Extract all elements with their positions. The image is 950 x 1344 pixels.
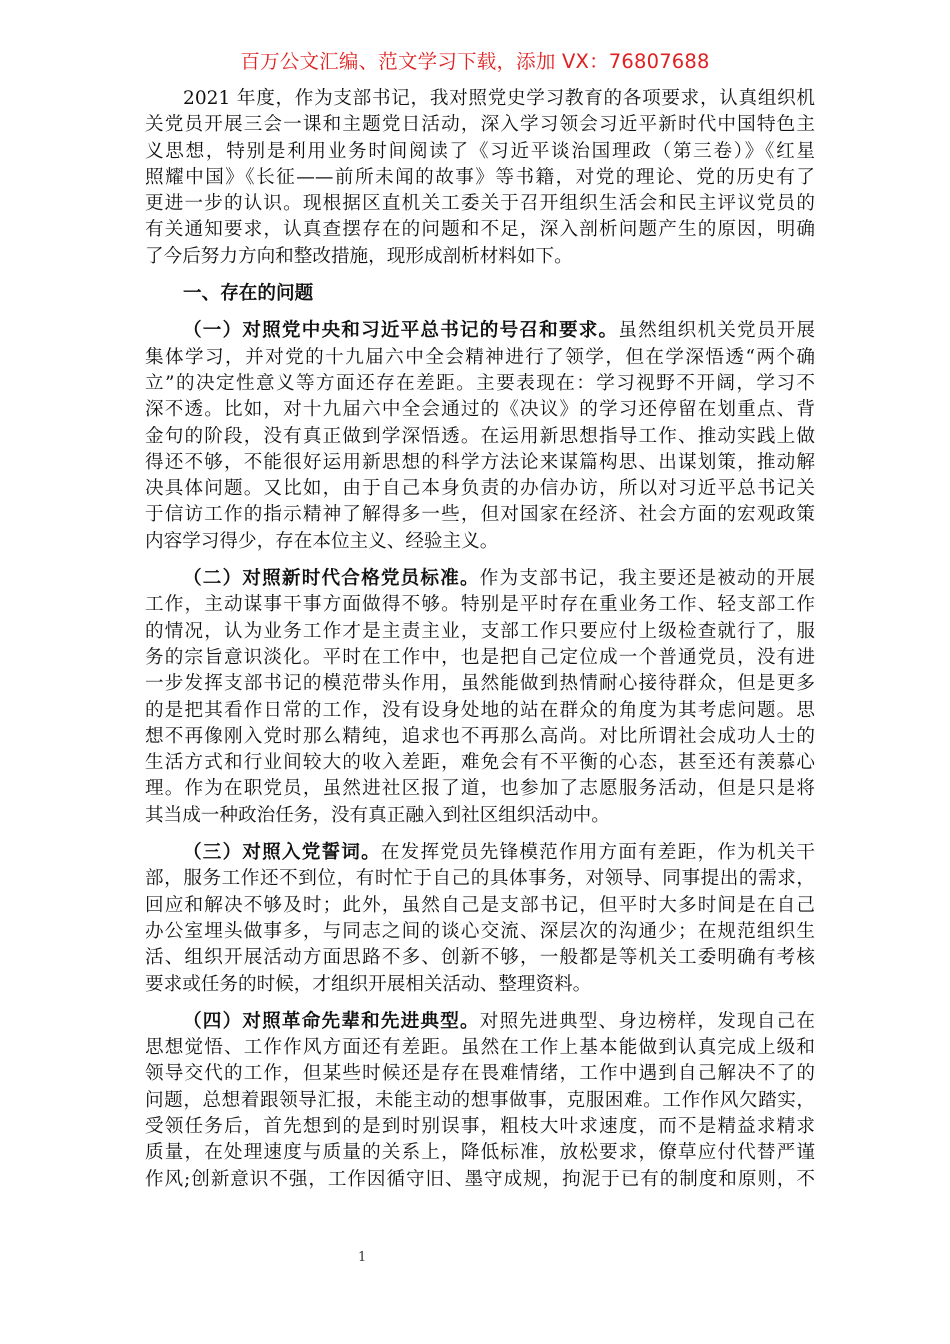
- text-line: 工作，主动谋事干事方面做得不够。特别是平时存在重业务工作、轻支部工作: [145, 594, 815, 616]
- text-line: 部，服务工作还不到位，有时忙于自己的具体事务，对领导、同事提出的需求，: [145, 868, 815, 890]
- section-text: 虽然组织机关党员开展: [618, 320, 815, 342]
- text-line: 2021 年度，作为支部书记，我对照党史学习教育的各项要求，认真组织机: [183, 88, 815, 109]
- text-line: [145, 1009, 815, 1035]
- section-lead: （三）对照入党誓词。: [183, 842, 381, 864]
- text-line: [145, 840, 815, 866]
- text-line: 问题，总想着跟领导汇报，未能主动的想事做事，克服困难。工作作风欠踏实，: [145, 1089, 815, 1111]
- text-line: 作风;创新意识不强，工作因循守旧、墨守成规，拘泥于已有的制度和原则，不: [145, 1168, 815, 1190]
- text-line: 照耀中国》《长征——前所未闻的故事》等书籍，对党的理论、党的历史有了: [145, 166, 815, 188]
- section-lead: （四）对照革命先辈和先进典型。: [183, 1010, 480, 1032]
- text-line: [145, 318, 815, 344]
- text-line: 办公室埋头做事多，与同志之间的谈心交流、深层次的沟通少；在规范组织生: [145, 920, 815, 942]
- text-line: 集体学习，并对党的十九届六中全会精神进行了领学，但在学深悟透“两个确: [145, 346, 815, 368]
- text-line: 理。作为在职党员，虽然进社区报了道，也参加了志愿服务活动，但是只是将: [145, 778, 815, 800]
- sections: [145, 318, 815, 1193]
- page-number: 1: [358, 1250, 367, 1265]
- text-line: 更进一步的认识。现根据区直机关工委关于召开组织生活会和民主评议党员的: [145, 193, 815, 215]
- text-line: 决具体问题。又比如，由于自己本身负责的办信办访，所以对习近平总书记关: [145, 478, 815, 500]
- section-text: 作为支部书记，我主要还是被动的开展: [479, 568, 815, 590]
- text-line: 内容学习得少，存在本位主义、经验主义。: [145, 530, 499, 552]
- text-line: 得还不够，不能很好运用新思想的科学方法论来谋篇构思、出谋划策，推动解: [145, 451, 815, 473]
- section-paragraph: [145, 318, 815, 555]
- text-line: 生活方式和行业间较大的收入差距，难免会有不平衡的心态，甚至还有羡慕心: [145, 752, 815, 774]
- text-line: 其当成一种政治任务，没有真正融入到社区组织活动中。: [145, 804, 610, 826]
- section-paragraph: [145, 566, 815, 829]
- text-line: 深不透。比如，对十九届六中全会通过的《决议》的学习还停留在划重点、背: [145, 399, 815, 421]
- text-line: 思想觉悟、工作作风方面还有差距。虽然在工作上基本能做到认真完成上级和: [145, 1037, 815, 1059]
- text-line: 的是把其看作日常的工作，没有设身处地的站在群众的角度为其考虑问题。思: [145, 699, 815, 721]
- section-text: 在发挥党员先锋模范作用方面有差距，作为机关干: [380, 842, 815, 864]
- text-line: 想不再像刚入党时那么精纯，追求也不再那么高尚。对比所谓社会成功人士的: [145, 725, 815, 747]
- text-line: 要求或任务的时候，才组织开展相关活动、整理资料。: [145, 973, 592, 995]
- text-line: 活、组织开展活动方面思路不多、创新不够，一般都是等机关工委明确有考核: [145, 947, 815, 969]
- section-text: 对照先进典型、身边榜样，发现自己在: [479, 1010, 815, 1032]
- text-line: 质量，在处理速度与质量的关系上，降低标准，放松要求，僚草应付代替严谨: [145, 1142, 815, 1164]
- section-paragraph: [145, 840, 815, 998]
- text-line: 务的宗旨意识淡化。平时在工作中，也是把自己定位成一个普通党员，没有进: [145, 646, 815, 668]
- text-line: 义思想，特别是利用业务时间阅读了《习近平谈治国理政（第三卷）》《红星: [145, 140, 815, 162]
- text-line: 的情况，认为业务工作才是主责主业，支部工作只要应付上级检查就行了，服: [145, 620, 815, 642]
- text-line: 立”的决定性意义等方面还存在差距。主要表现在：学习视野不开阔，学习不: [145, 372, 815, 394]
- text-line: 金句的阶段，没有真正做到学深悟透。在运用新思想指导工作、推动实践上做: [145, 425, 815, 447]
- text-line: 一步发挥支部书记的模范带头作用，虽然能做到热情耐心接待群众，但是更多: [145, 673, 815, 695]
- text-line: 于信访工作的指示精神了解得多一些，但对国家在经济、社会方面的宏观政策: [145, 504, 815, 526]
- text-line: 关党员开展三会一课和主题党日活动，深入学习领会习近平新时代中国特色主: [145, 114, 815, 136]
- text-line: 受领任务后，首先想到的是到时别误事，粗枝大叶求速度，而不是精益求精求: [145, 1115, 815, 1137]
- document-body: [145, 86, 815, 1204]
- section-lead: （一）对照党中央和习近平总书记的号召和要求。: [183, 320, 619, 342]
- text-line: [145, 566, 815, 592]
- section-paragraph: [145, 1009, 815, 1193]
- text-line: 领导交代的工作，但某些时候还是存在畏难情绪，工作中遇到自己解决不了的: [145, 1063, 815, 1085]
- text-line: 回应和解决不够及时；此外，虽然自己是支部书记，但平时大多时间是在自己: [145, 894, 815, 916]
- section-heading: 一、存在的问题: [183, 283, 314, 305]
- text-line: 了今后努力方向和整改措施，现形成剖析材料如下。: [145, 245, 573, 267]
- section-heading-wrap: [145, 281, 815, 307]
- intro-paragraph: [145, 86, 815, 270]
- text-line: 有关通知要求，认真查摆存在的问题和不足，深入剖析问题产生的原因，明确: [145, 219, 815, 241]
- section-lead: （二）对照新时代合格党员标准。: [183, 568, 480, 590]
- watermark-banner: 百万公文汇编、范文学习下载，添加 VX：76807688: [240, 50, 710, 73]
